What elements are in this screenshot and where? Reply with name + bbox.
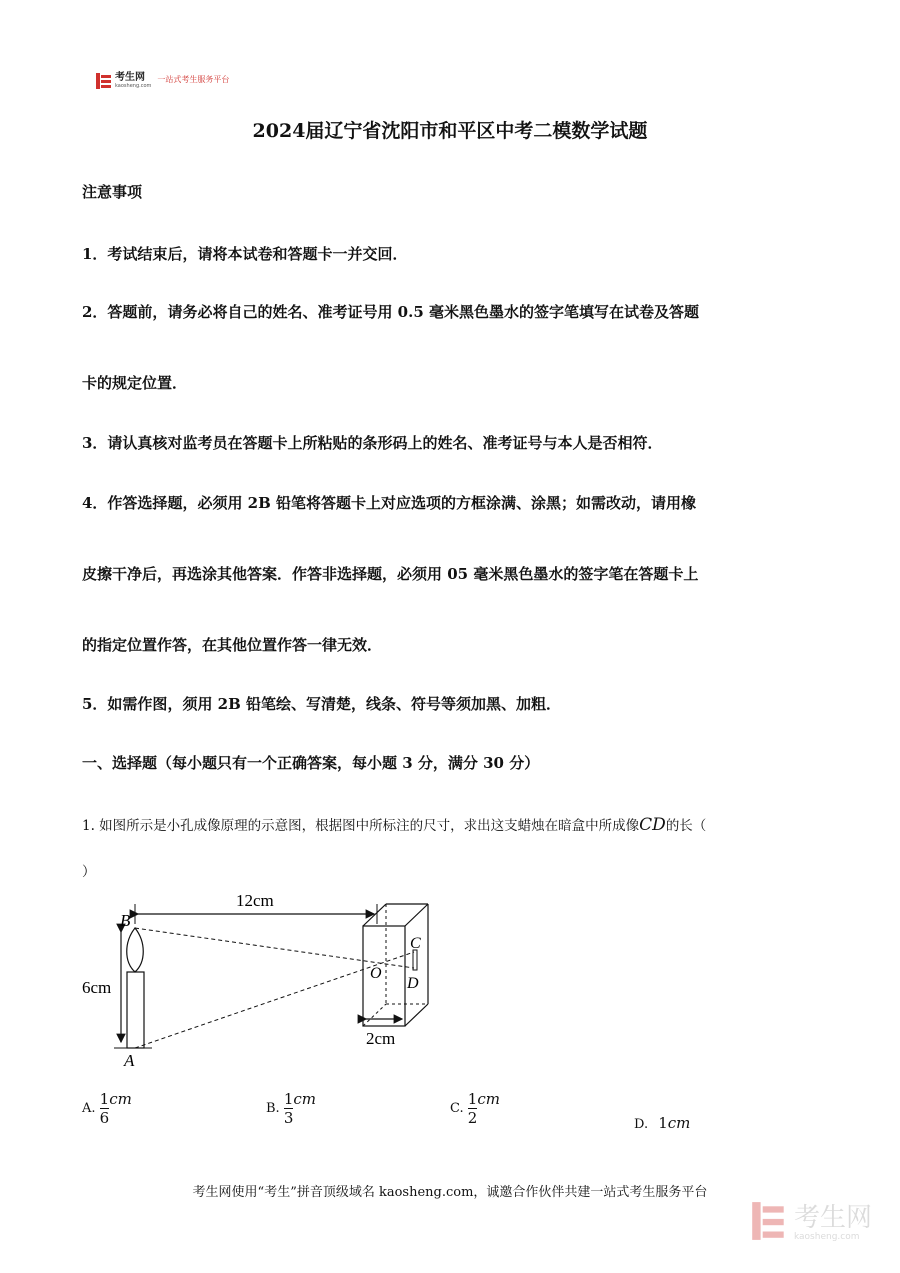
option-a[interactable] bbox=[82, 1090, 132, 1127]
candle-flame bbox=[127, 928, 144, 972]
pinhole-figure bbox=[78, 886, 438, 1070]
option-unit: cm bbox=[477, 1090, 500, 1108]
notice-line: 的指定位置作答，在其他位置作答一律无效． bbox=[82, 636, 383, 654]
footer-text: 考生网使用“考生”拼音顶级域名 kaosheng.com，诚邀合作伙伴共建一站式考生服务平台 bbox=[192, 1185, 708, 1200]
option-label: C. bbox=[450, 1101, 464, 1116]
point-D: D bbox=[407, 975, 419, 992]
question-text bbox=[82, 814, 706, 835]
option-b[interactable] bbox=[266, 1090, 316, 1127]
ray-top bbox=[135, 928, 414, 968]
notice-line: 3．请认真核对监考员在答题卡上所粘贴的条形码上的姓名、准考证号与本人是否相符． bbox=[82, 434, 663, 452]
notice-heading: 注意事项 bbox=[82, 183, 143, 201]
option-label: B. bbox=[266, 1101, 280, 1116]
point-A: A bbox=[124, 1051, 135, 1070]
site-logo bbox=[95, 72, 229, 90]
watermark-logo-icon bbox=[750, 1200, 788, 1246]
point-O: O bbox=[370, 965, 382, 982]
question-tail: 的长（ bbox=[665, 818, 707, 834]
question-variable: CD bbox=[639, 815, 666, 835]
bottom-dim-label: 2cm bbox=[366, 1029, 396, 1048]
kaosheng-logo-icon bbox=[95, 72, 113, 90]
logo-domain: kaosheng.com bbox=[115, 83, 152, 89]
option-label: D. bbox=[634, 1117, 649, 1132]
option-unit: cm bbox=[109, 1090, 132, 1108]
fraction: $\frac{1}{2}$ bbox=[467, 1090, 478, 1127]
option-value: 1 bbox=[658, 1114, 668, 1132]
candle-body bbox=[127, 972, 144, 1048]
watermark-domain: kaosheng.com bbox=[793, 1232, 860, 1242]
left-dim-label: 6cm bbox=[82, 978, 112, 997]
notice-line: 卡的规定位置． bbox=[82, 374, 188, 392]
notice-line: 5．如需作图，须用 2B 铅笔绘、写清楚，线条、符号等须加黑、加粗． bbox=[82, 695, 561, 713]
fraction: $\frac{1}{3}$ bbox=[283, 1090, 294, 1127]
watermark-name: 考生网 bbox=[793, 1203, 872, 1233]
top-dim-label: 12cm bbox=[236, 891, 274, 910]
page-title: 2024届辽宁省沈阳市和平区中考二模数学试题 bbox=[252, 120, 648, 142]
notice-line: 1．考试结束后，请将本试卷和答题卡一并交回． bbox=[82, 245, 408, 263]
option-unit: cm bbox=[667, 1114, 691, 1132]
fraction: $\frac{1}{6}$ bbox=[99, 1090, 110, 1127]
point-C: C bbox=[410, 935, 421, 952]
notice-line: 2．答题前，请务必将自己的姓名、准考证号用 0.5 毫米黑色墨水的签字笔填写在试卷及答题 bbox=[82, 303, 699, 321]
section-heading: 一、选择题（每小题只有一个正确答案，每小题 3 分，满分 30 分） bbox=[82, 754, 540, 772]
point-B: B bbox=[120, 911, 131, 930]
option-c[interactable] bbox=[450, 1090, 500, 1127]
image-cd bbox=[413, 950, 417, 970]
notice-line: 皮擦干净后，再选涂其他答案．作答非选择题，必须用 05 毫米黑色墨水的签字笔在答题卡上 bbox=[82, 565, 699, 583]
logo-slogan: 一站式考生服务平台 bbox=[157, 74, 230, 84]
option-label: A. bbox=[82, 1101, 96, 1116]
option-unit: cm bbox=[293, 1090, 316, 1108]
logo-name: 考生网 bbox=[115, 72, 145, 83]
question-close: ） bbox=[82, 864, 96, 880]
watermark bbox=[750, 1200, 872, 1246]
question-stem: 1. 如图所示是小孔成像原理的示意图，根据图中所标注的尺寸，求出这支蜡烛在暗盒中所成像 bbox=[82, 818, 640, 834]
option-d[interactable] bbox=[634, 1114, 690, 1132]
notice-line: 4．作答选择题，必须用 2B 铅笔将答题卡上对应选项的方框涂满、涂黑；如需改动，请用橡 bbox=[82, 494, 697, 512]
